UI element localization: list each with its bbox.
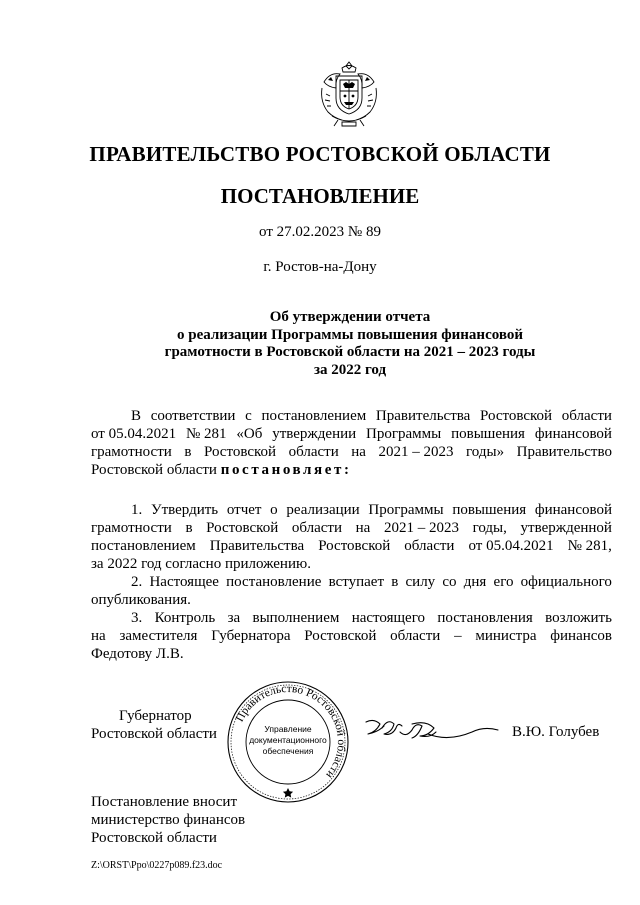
word: финансовой [534, 502, 612, 518]
file-path: Z:\ORST\Ppo\0227p089.f23.doc [91, 860, 223, 871]
word: его [493, 574, 514, 590]
word: на [351, 444, 366, 460]
word: возложить [545, 610, 612, 626]
word: соответствии [150, 408, 236, 424]
word: силу [405, 574, 436, 590]
text-line [91, 537, 612, 555]
word: Правительства [375, 408, 471, 424]
word: за [227, 610, 241, 626]
item-2-paragraph [91, 573, 612, 609]
word: Программы [368, 502, 444, 518]
word: 2021 – 2023 [383, 520, 459, 536]
word: утверждении [272, 426, 357, 442]
text-line [91, 627, 612, 645]
coat-of-arms-icon [318, 58, 380, 130]
stamp-ring-text: Правительство Ростовской области [233, 682, 348, 781]
word: области [404, 538, 455, 554]
title-line: Об утверждении отчета [269, 309, 431, 325]
word: с [245, 408, 252, 424]
word: финансов [550, 628, 612, 644]
stamp-inner-line: документационного [249, 735, 327, 745]
word: Программы [366, 426, 442, 442]
word: в [185, 520, 193, 536]
title-line: грамотности в Ростовской области на 2021 – 2023 годы [164, 344, 536, 360]
signer-name: В.Ю. Голубев [512, 724, 600, 740]
word: о [270, 502, 278, 518]
word: области [561, 408, 612, 424]
word: постановлением [91, 538, 196, 554]
word: постановлением [261, 408, 367, 424]
word: области [288, 444, 339, 460]
word: заместителя [119, 628, 198, 644]
item-3-paragraph [91, 609, 612, 663]
word: Ростовской [206, 520, 279, 536]
word: выполнением [252, 610, 340, 626]
word: настоящего [351, 610, 425, 626]
signer-position [91, 707, 217, 743]
text-line [91, 609, 612, 627]
stamp-inner-line: обеспечения [262, 746, 314, 756]
word: «Об [236, 426, 263, 442]
signer-position-line: Губернатор [119, 708, 192, 724]
text-line [91, 407, 612, 425]
word: в [391, 574, 399, 590]
text-line: за 2022 год согласно приложению. [91, 556, 311, 572]
word: реализации [286, 502, 360, 518]
item-1-paragraph [91, 501, 612, 573]
word: области [291, 520, 343, 536]
word: № 281, [567, 538, 612, 554]
text-line: Федотову Л.В. [91, 646, 184, 662]
word: постановление [226, 574, 322, 590]
word: 2. [131, 574, 143, 590]
decree-word: постановляет: [220, 462, 352, 478]
word: 1. [131, 502, 143, 518]
word: Ростовской [304, 628, 377, 644]
word: 3. [131, 610, 143, 626]
word: В [131, 408, 142, 424]
star-icon [283, 788, 293, 798]
title-line: за 2022 год [313, 361, 387, 378]
word: на [355, 520, 371, 536]
stamp-inner-line: Управление [264, 724, 312, 734]
city: г. Ростов-на-Дону [263, 259, 377, 275]
word: официального [520, 574, 612, 590]
word: области [390, 628, 441, 644]
text-line [91, 425, 612, 443]
word: отчет [226, 502, 262, 518]
word: повышения [451, 426, 525, 442]
submitter-note-line: Ростовской области [91, 830, 217, 846]
word: Настоящее [149, 574, 219, 590]
submitter-note-line: Постановление вносит [91, 794, 238, 810]
word: Правительства [209, 538, 305, 554]
signer-position-line: Ростовской области [91, 726, 217, 742]
word: № 281 [185, 426, 227, 442]
title-line: о реализации Программы повышения финансовой [177, 326, 523, 343]
text-line [91, 501, 612, 519]
word: грамотности [91, 444, 172, 460]
submitter-note [91, 793, 245, 847]
word: от 05.04.2021 [468, 538, 554, 554]
text: Ростовской области [91, 462, 217, 478]
word: Утвердить [150, 502, 219, 518]
organization-heading: ПРАВИТЕЛЬСТВО РОСТОВСКОЙ ОБЛАСТИ [89, 142, 551, 166]
word: утвержденной [520, 520, 612, 536]
word: на [91, 628, 106, 644]
word: годы, [472, 520, 507, 536]
handwritten-signature [362, 712, 502, 752]
word: годы» [466, 444, 505, 460]
word: финансовой [534, 426, 612, 442]
word: в [184, 444, 192, 460]
word: постановления [437, 610, 533, 626]
word: грамотности [91, 520, 172, 536]
word: Ростовской [480, 408, 553, 424]
text-line [91, 573, 612, 591]
word: Контроль [154, 610, 216, 626]
word: Губернатора [211, 628, 291, 644]
text-line [91, 519, 612, 537]
word: вступает [328, 574, 385, 590]
official-stamp [226, 680, 350, 804]
document-title [120, 309, 580, 379]
submitter-note-line: министерство финансов [91, 812, 246, 828]
text-line: опубликования. [91, 592, 191, 608]
date-and-number: от 27.02.2023 № 89 [259, 224, 381, 240]
word: Правительство [516, 444, 612, 460]
word: дня [463, 574, 487, 590]
preamble-paragraph [91, 407, 612, 479]
document-type-heading: ПОСТАНОВЛЕНИЕ [220, 184, 420, 208]
word: повышения [452, 502, 527, 518]
word: 2021 – 2023 [378, 444, 454, 460]
word: от 05.04.2021 [91, 426, 177, 442]
text-line [91, 443, 612, 461]
word: Ростовской [203, 444, 277, 460]
word: министра [475, 628, 537, 644]
text-line [91, 461, 612, 479]
word: – [454, 628, 462, 644]
word: со [442, 574, 457, 590]
word: Ростовской [318, 538, 391, 554]
